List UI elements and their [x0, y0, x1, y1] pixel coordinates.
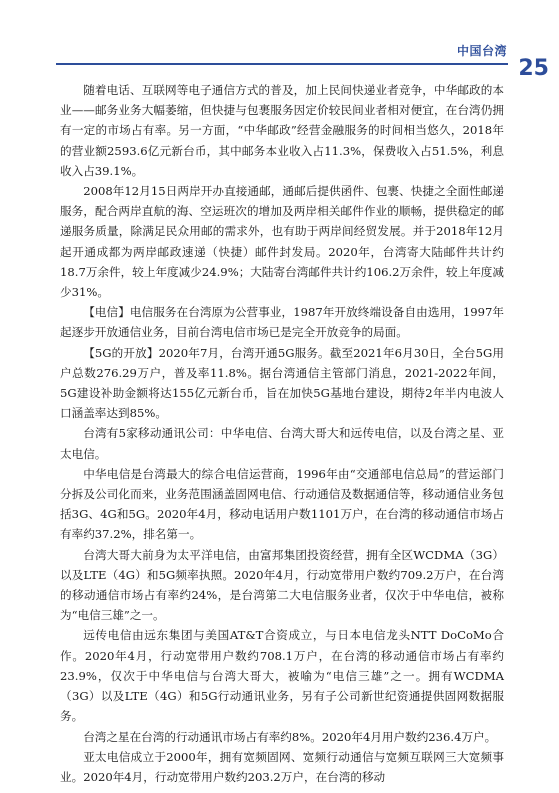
body-text: [60, 80, 504, 787]
page-number: 25: [518, 56, 549, 81]
paragraph-5g: 【5G的开放】2020年7月，台湾开通5G服务。截至2021年6月30日，全台5G用户总数276.29万户，普及率11.8%。据台湾通信主管部门消息，2021-2022年间，5G建设补助金额将达155亿元新台币，旨在加快5G基地台建设，期待2年半内电波人口涵盖率达到85%。: [60, 345, 504, 421]
paragraph-chunghwa: 中华电信是台湾最大的综合电信运营商，1996年由“交通部电信总局”的营运部门分拆及公司化而来，业务范围涵盖固网电信、行动通信及数据通信等，移动通信业务包括3G、4G和5G。2020年4月，移动电话用户数1101万户，在台湾的移动通信市场占有率约37.2%，排名第一。: [60, 466, 504, 542]
paragraph-mobile-companies: 台湾有5家移动通讯公司：中华电信、台湾大哥大和远传电信，以及台湾之星、亚太电信。: [60, 426, 504, 461]
paragraph-cross-strait-mail: 2008年12月15日两岸开办直接通邮，通邮后提供函件、包裹、快捷之全面性邮递服务，配合两岸直航的海、空运班次的增加及两岸相关邮件作业的顺畅，提供稳定的邮递服务质量，除满足民众用邮的需求外，也有助于两岸间经贸发展。并于2018年12月起开通成都为两岸邮政速递（快捷）邮件封发局。2020年，台湾寄大陆邮件共计约18.7万余件，较上年度减少24.9%；大陆寄台湾邮件共计约106.2万余件，较上年度减少31%。: [60, 184, 504, 300]
paragraph-fareastone: 远传电信由远东集团与美国AT&T合资成立，与日本电信龙头NTT DoCoMo合作。2020年4月，行动宽带用户数约708.1万户，在台湾的移动通信市场占有率约23.9%，仅次于中华电信与台湾大哥大，被喻为“电信三雄”之一。拥有WCDMA（3G）以及LTE（4G）和5G行动通讯业务，另有子公司新世纪资通提供固网数据服务。: [60, 628, 504, 724]
header-rule: [56, 63, 508, 65]
paragraph-taiwan-mobile: 台湾大哥大前身为太平洋电信，由富邦集团投资经营，拥有全区WCDMA（3G）以及LTE（4G）和5G频率执照。2020年4月，行动宽带用户数约709.2万户，在台湾的移动通信市场占有率约24%，是台湾第二大电信服务业者，仅次于中华电信，被称为“电信三雄”之一。: [60, 547, 504, 623]
paragraph-asia-pacific: 亚太电信成立于2000年，拥有宽频固网、宽频行动通信与宽频互联网三大宽频事业。2020年4月，行动宽带用户数约203.2万户，在台湾的移动: [60, 749, 504, 784]
paragraph-t-star: 台湾之星在台湾的行动通讯市场占有率约8%。2020年4月用户数约236.4万户。: [83, 729, 497, 744]
section-label: 中国台湾: [456, 44, 507, 58]
paragraph-telecom: 【电信】电信服务在台湾原为公营事业，1987年开放终端设备自由选用，1997年起逐步开放通信业务，目前台湾电信市场已是完全开放竞争的局面。: [60, 305, 504, 340]
paragraph-postal-decline: 随着电话、互联网等电子通信方式的普及，加上民间快递业者竞争，中华邮政的本业——邮务业务大幅萎缩，但快捷与包裹服务因定价较民间业者相对便宜，在台湾仍拥有一定的市场占有率。另一方面，“中华邮政”经营金融服务的时间相当悠久，2018年的营业额2593.6亿元新台币，其中邮务本业收入占11.3%，保费收入占51.5%，利息收入占39.1%。: [60, 83, 504, 178]
